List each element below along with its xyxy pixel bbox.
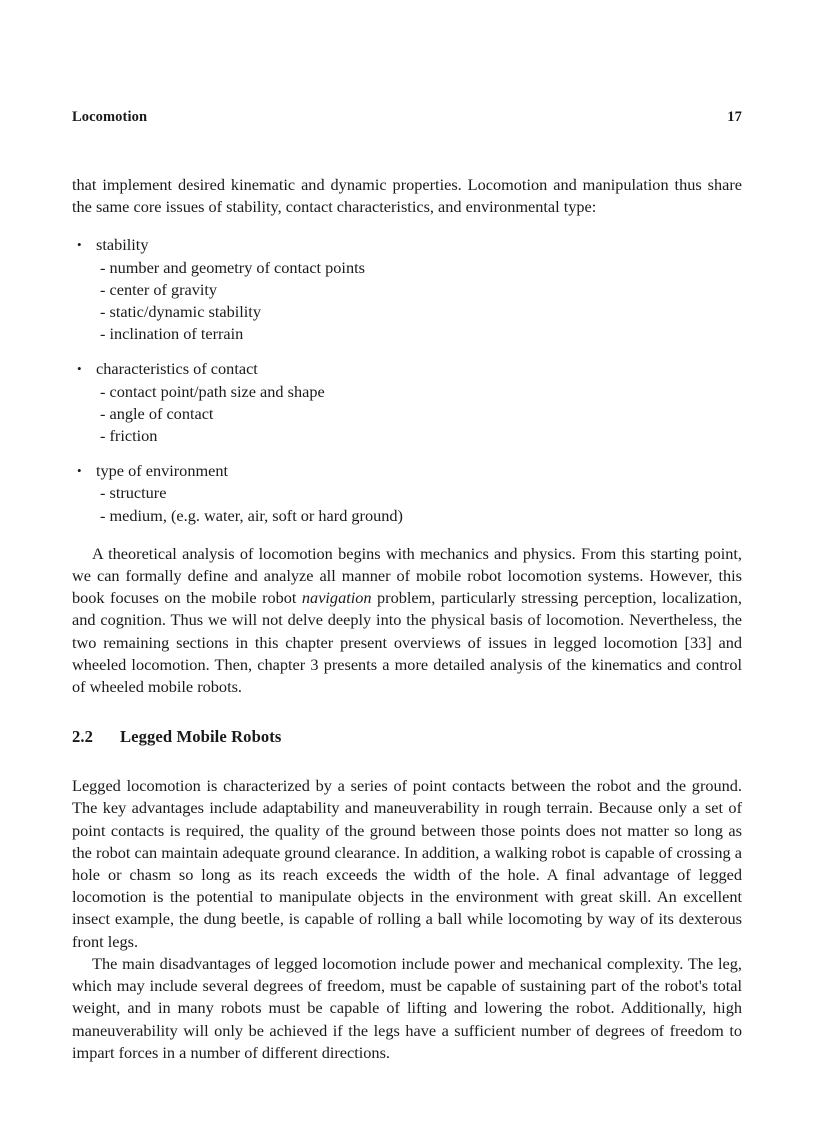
bullet-item xyxy=(72,234,742,256)
theory-paragraph-italic-term: navigation xyxy=(301,588,372,608)
sub-item: - angle of contact xyxy=(100,403,214,423)
sub-item: - friction xyxy=(100,426,158,446)
bullet-marker-icon: • xyxy=(77,463,82,479)
bullet-label: stability xyxy=(96,235,149,255)
theory-paragraph-part2: problem, particularly stressing perception, localization, and cognition. Thus we will not delve deeply into the physical basis of locomotion. Nevertheless, the two remaining sections in this chapter present overviews of issues in legged locomotion [33] and wheeled locomotion. Then, chapter 3 presents a more detailed analysis of the kinematics and control of wheeled mobile robots. xyxy=(72,588,742,697)
bullet-group xyxy=(72,460,742,527)
bullet-item xyxy=(72,358,742,380)
issues-bullet-list xyxy=(72,234,742,526)
running-header xyxy=(72,108,742,126)
section-paragraph: Legged locomotion is characterized by a series of point contacts between the robot and the ground. The key advantages include adaptability and maneuverability in rough terrain. Because only a set of point contacts is required, the quality of the ground between those points does not matter so long as the robot can maintain adequate ground clearance. In addition, a walking robot is capable of crossing a hole or chasm so long as its reach exceeds the width of the hole. A final advantage of legged locomotion is the potential to manipulate objects in the environment with great skill. An excellent insect example, the dung beetle, is capable of rolling a ball while locomoting by way of its dexterous front legs. xyxy=(72,776,742,951)
section-number: 2.2 xyxy=(72,727,94,747)
sub-item: - number and geometry of contact points xyxy=(100,257,365,277)
bullet-label: characteristics of contact xyxy=(96,359,258,379)
sub-item: - structure xyxy=(100,483,167,503)
section-title: Legged Mobile Robots xyxy=(120,727,282,747)
sub-item: - center of gravity xyxy=(100,279,218,299)
sub-item: - medium, (e.g. water, air, soft or hard ground) xyxy=(100,505,403,525)
sub-item: - static/dynamic stability xyxy=(100,302,261,322)
section-heading xyxy=(72,726,742,748)
bullet-group xyxy=(72,234,742,345)
sub-item: - inclination of terrain xyxy=(100,324,244,344)
bullet-label: type of environment xyxy=(96,461,229,481)
bullet-marker-icon: • xyxy=(77,361,82,377)
section-body xyxy=(72,775,742,1064)
section-paragraph: The main disadvantages of legged locomotion include power and mechanical complexity. The leg, which may include several degrees of freedom, must be capable of sustaining part of the robot's total weight, and in many robots must be capable of lifting and lowering the robot. Additionally, high maneuverability will only be achieved if the legs have a sufficient number of degrees of freedom to impart forces in a number of different directions. xyxy=(72,953,742,1062)
body-text xyxy=(72,174,742,1064)
sub-item: - contact point/path size and shape xyxy=(100,381,325,401)
bullet-marker-icon: • xyxy=(77,237,82,253)
theory-paragraph xyxy=(72,543,742,698)
page-content xyxy=(72,108,742,1064)
theory-paragraph-part1: A theoretical analysis of locomotion begins with mechanics and physics. From this starting point, we can formally define and analyze all manner of mobile robot locomotion systems. However, this book focuses on the mobile robot xyxy=(72,543,742,608)
page-number: 17 xyxy=(727,109,742,125)
bullet-item xyxy=(72,460,742,482)
running-header-title: Locomotion xyxy=(72,109,148,125)
intro-paragraph: that implement desired kinematic and dynamic properties. Locomotion and manipulation thus share the same core issues of stability, contact characteristics, and environmental type: xyxy=(72,175,742,217)
bullet-group xyxy=(72,358,742,447)
